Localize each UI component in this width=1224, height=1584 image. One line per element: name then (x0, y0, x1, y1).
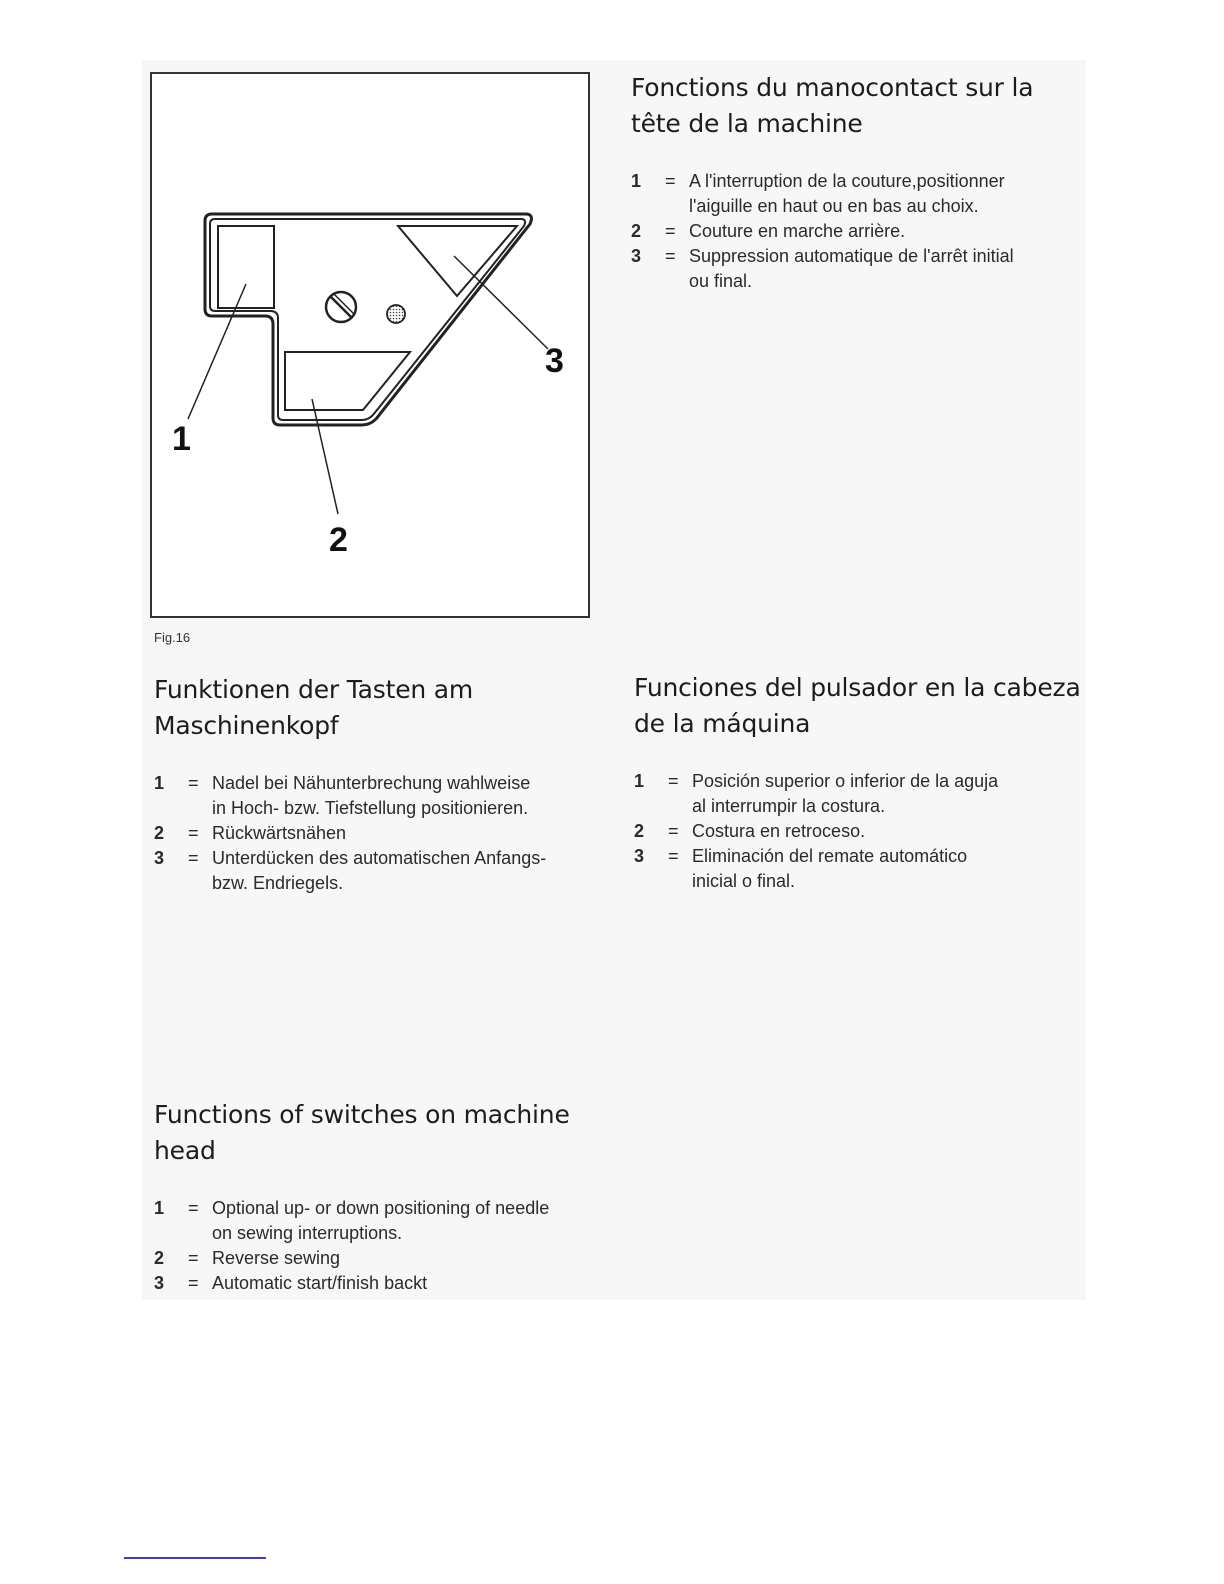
section-german (154, 672, 604, 896)
section-title (154, 1097, 614, 1169)
list-item (634, 844, 1084, 894)
item-equals: = (665, 171, 676, 191)
list-item (154, 1246, 614, 1271)
item-number: 1 (154, 1198, 165, 1218)
section-french (631, 70, 1081, 294)
button-1-needle-position (218, 226, 274, 308)
switch-panel-figure (150, 72, 590, 618)
item-number: 3 (631, 246, 642, 266)
title-line-2: Maschinenkopf (154, 711, 339, 740)
item-text: Eliminación del remate automático inicial o final. (692, 846, 968, 891)
item-equals: = (188, 1248, 199, 1268)
list-item (631, 169, 1081, 219)
item-equals: = (188, 848, 199, 868)
item-number: 3 (634, 846, 645, 866)
item-text: Costura en retroceso. (692, 821, 866, 841)
item-number: 1 (631, 171, 642, 191)
list-item (154, 821, 604, 846)
item-number: 2 (154, 1248, 165, 1268)
list-item (154, 846, 604, 896)
function-list (154, 1196, 614, 1296)
list-item (634, 819, 1084, 844)
title-line-2: head (154, 1136, 216, 1165)
item-equals: = (668, 846, 679, 866)
item-equals: = (665, 221, 676, 241)
item-number: 2 (154, 823, 165, 843)
figure-caption: Fig.16 (154, 630, 191, 645)
item-text: Rückwärtsnähen (212, 823, 347, 843)
item-equals: = (668, 771, 679, 791)
item-number: 2 (634, 821, 645, 841)
function-list (634, 769, 1084, 894)
item-text: Reverse sewing (212, 1248, 341, 1268)
item-text: Automatic start/finish backt (212, 1273, 428, 1293)
footer-rule (124, 1557, 266, 1559)
list-item (154, 1196, 614, 1246)
list-item (634, 769, 1084, 819)
callout-3: 3 (545, 342, 564, 380)
item-text: Unterdücken des automatischen Anfangs- bzw. Endriegels. (212, 848, 547, 893)
list-item (631, 244, 1081, 294)
item-text: A l'interruption de la couture,positionner l'aiguille en haut ou en bas au choix. (689, 171, 1005, 216)
callout-2: 2 (329, 521, 348, 559)
switch-panel-drawing (152, 74, 588, 616)
item-text: Couture en marche arrière. (689, 221, 906, 241)
item-equals: = (188, 1273, 199, 1293)
item-equals: = (668, 821, 679, 841)
title-line-1: Functions of switches on machine (154, 1100, 570, 1129)
item-equals: = (188, 1198, 199, 1218)
item-text: Optional up- or down positioning of needle on sewing interruptions. (212, 1198, 550, 1243)
section-title (634, 670, 1084, 742)
section-spanish (634, 670, 1084, 894)
item-equals: = (665, 246, 676, 266)
item-text: Suppression automatique de l'arrêt initial ou final. (689, 246, 1014, 291)
title-line-1: Funciones del pulsador en la cabeza (634, 673, 1081, 702)
list-item (154, 1271, 614, 1296)
section-english (154, 1097, 614, 1296)
list-item (154, 771, 604, 821)
function-list (631, 169, 1081, 294)
section-title (154, 672, 604, 744)
section-title (631, 70, 1081, 142)
title-line-2: tête de la machine (631, 109, 863, 138)
item-number: 3 (154, 1273, 165, 1293)
list-item (631, 219, 1081, 244)
title-line-2: de la máquina (634, 709, 811, 738)
leader-line-2 (312, 399, 338, 514)
callout-1: 1 (172, 420, 191, 458)
item-text: Nadel bei Nähunterbrechung wahlweise in Hoch- bzw. Tiefstellung positionieren. (212, 773, 531, 818)
item-number: 2 (631, 221, 642, 241)
title-line-1: Funktionen der Tasten am (154, 675, 474, 704)
item-number: 1 (634, 771, 645, 791)
item-number: 1 (154, 773, 165, 793)
item-equals: = (188, 823, 199, 843)
item-equals: = (188, 773, 199, 793)
screw-icon (326, 292, 356, 322)
indicator-lamp-icon (387, 305, 405, 323)
item-number: 3 (154, 848, 165, 868)
function-list (154, 771, 604, 896)
title-line-1: Fonctions du manocontact sur la (631, 73, 1034, 102)
item-text: Posición superior o inferior de la aguja al interrumpir la costura. (692, 771, 999, 816)
